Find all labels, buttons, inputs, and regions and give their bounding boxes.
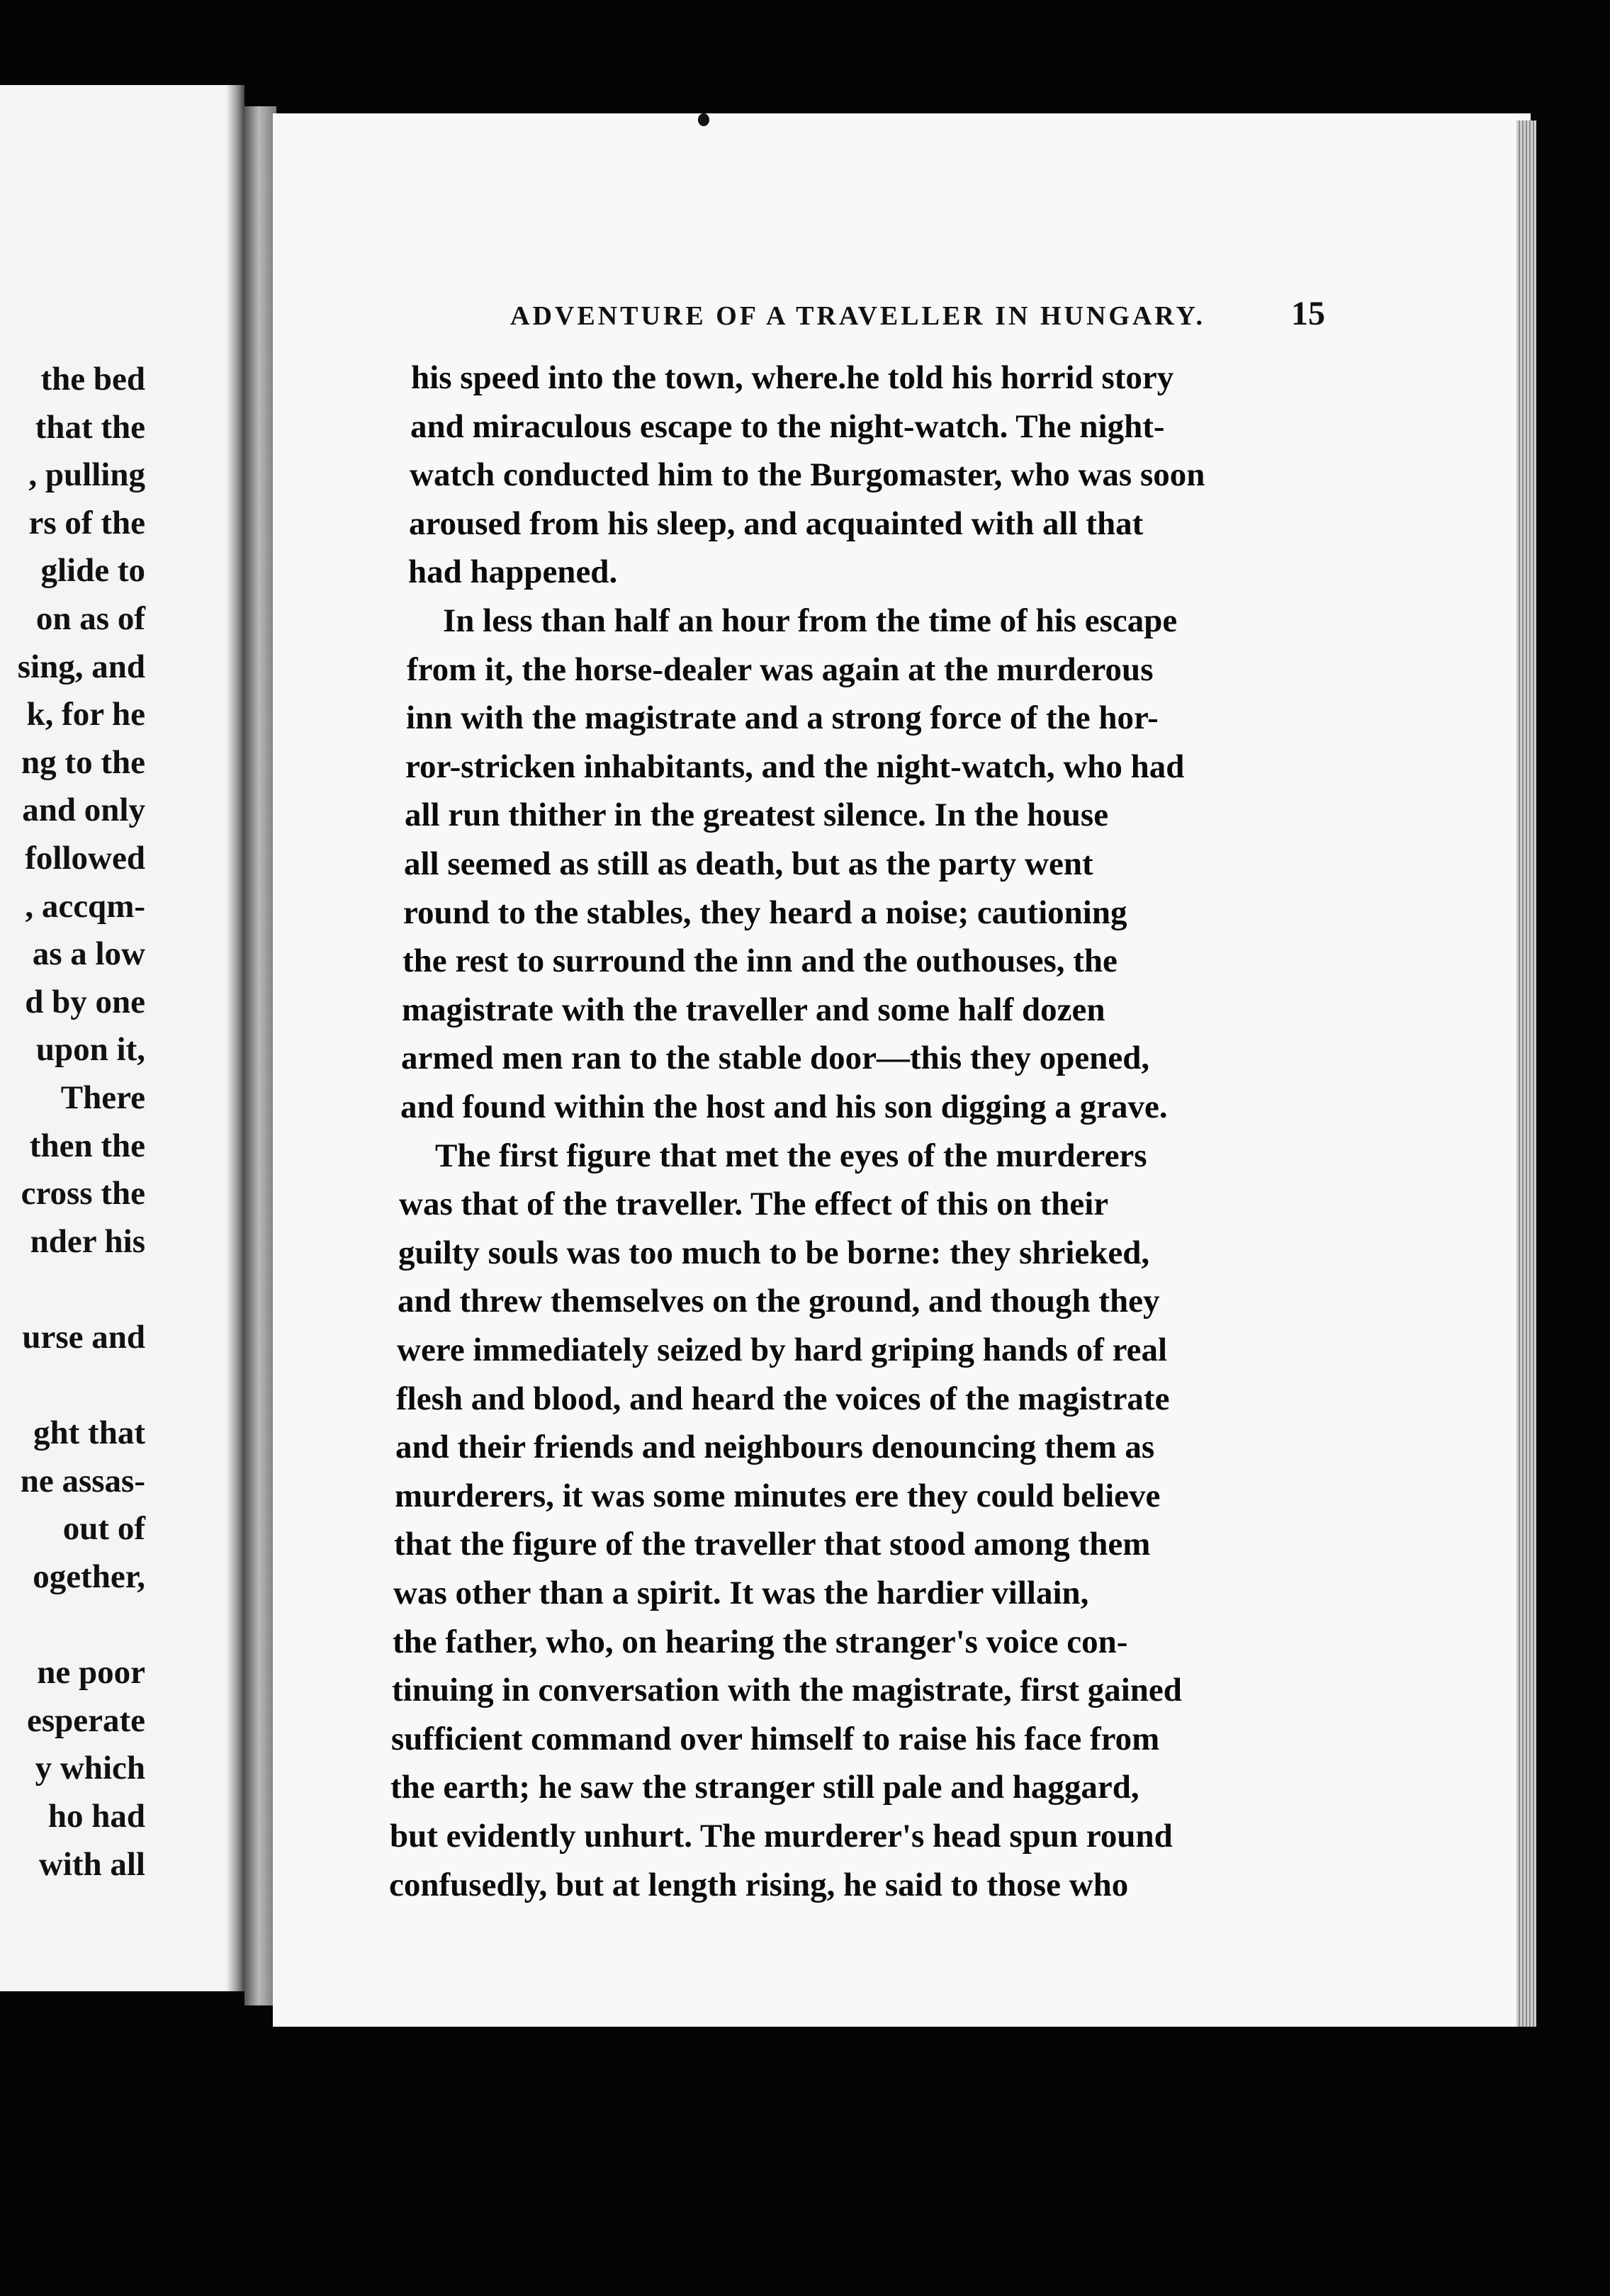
- text-line: The first figure that met the eyes of the murderers: [435, 1137, 1147, 1174]
- text-line: the rest to surround the inn and the outhouses, the: [402, 942, 1118, 980]
- text-line: In less than half an hour from the time of his escape: [443, 602, 1178, 639]
- text-line: all seemed as still as death, but as the party went: [404, 845, 1093, 882]
- left-page-line: out of: [62, 1510, 145, 1548]
- left-page-line: on as of: [35, 600, 145, 637]
- page-number: 15: [1291, 295, 1325, 332]
- left-page-line: ho had: [47, 1798, 145, 1835]
- left-page-line: k, for he: [26, 696, 145, 733]
- left-page-line: glide to: [40, 552, 145, 590]
- text-line: and found within the host and his son digging a grave.: [400, 1088, 1168, 1125]
- left-page-line: nder his: [30, 1222, 145, 1260]
- left-page-line: followed: [25, 840, 145, 877]
- text-line: the father, who, on hearing the stranger's voice con-: [393, 1623, 1128, 1660]
- left-page-line: ne assas-: [20, 1462, 145, 1499]
- text-line: and miraculous escape to the night-watch. The night-: [410, 407, 1165, 445]
- running-title: ADVENTURE OF A TRAVELLER IN HUNGARY.: [510, 301, 1205, 331]
- left-page-line: ght that: [33, 1414, 145, 1452]
- text-line: his speed into the town, where.he told his horrid story: [411, 359, 1174, 396]
- left-page-line: esperate: [26, 1701, 145, 1739]
- text-line: the earth; he saw the stranger still pale and haggard,: [390, 1769, 1139, 1806]
- text-line: was other than a spirit. It was the hardier villain,: [393, 1575, 1089, 1611]
- left-page-line: cross the: [21, 1175, 145, 1212]
- left-page-line: as a low: [32, 935, 145, 973]
- left-page-line: sing, and: [17, 648, 145, 685]
- text-line: tinuing in conversation with the magistrate, first gained: [392, 1672, 1182, 1709]
- left-page-line: upon it,: [35, 1031, 145, 1069]
- page-edge: [1516, 120, 1536, 2027]
- text-line: guilty souls was too much to be borne: they shrieked,: [398, 1234, 1150, 1271]
- left-page: [0, 85, 244, 1991]
- left-page-line: d by one: [25, 983, 145, 1020]
- gutter-shadow: [226, 85, 244, 1991]
- text-line: that the figure of the traveller that stood among them: [394, 1526, 1151, 1563]
- left-page-line: and only: [22, 792, 145, 829]
- text-line: aroused from his sleep, and acquainted with all that: [409, 505, 1144, 542]
- text-line: murderers, it was some minutes ere they could believe: [395, 1477, 1161, 1514]
- left-page-line: with all: [38, 1845, 145, 1883]
- text-line: but evidently unhurt. The murderer's head spun round: [390, 1818, 1173, 1855]
- left-page-line: that the: [35, 408, 145, 446]
- text-line: magistrate with the traveller and some half dozen: [402, 991, 1105, 1028]
- text-line: and threw themselves on the ground, and though they: [398, 1283, 1160, 1320]
- left-page-line: urse and: [22, 1319, 145, 1356]
- text-line: sufficient command over himself to raise his face from: [391, 1720, 1160, 1757]
- left-page-line: ne poor: [37, 1654, 145, 1692]
- text-line: inn with the magistrate and a strong force of the hor-: [406, 699, 1159, 737]
- text-line: flesh and blood, and heard the voices of the magistrate: [396, 1380, 1170, 1417]
- text-line: and their friends and neighbours denouncing them as: [395, 1429, 1155, 1466]
- left-page-line: , pulling: [28, 456, 145, 494]
- text-line: confusedly, but at length rising, he said to those who: [389, 1866, 1129, 1903]
- book-spine: [244, 106, 276, 2005]
- text-line: were immediately seized by hard griping hands of real: [397, 1332, 1168, 1368]
- text-line: watch conducted him to the Burgomaster, who was soon: [410, 456, 1205, 494]
- text-line: armed men ran to the stable door—this they opened,: [401, 1040, 1150, 1077]
- left-page-line: then the: [29, 1127, 145, 1164]
- text-line: round to the stables, they heard a noise; cautioning: [403, 894, 1127, 931]
- text-line: had happened.: [408, 553, 618, 591]
- left-page-line: , accqm-: [25, 887, 145, 925]
- text-line: ror-stricken inhabitants, and the night-watch, who had: [405, 748, 1185, 785]
- left-page-line: ogether,: [33, 1558, 145, 1595]
- running-head: [510, 294, 1325, 333]
- left-page-line: the bed: [40, 361, 145, 398]
- left-page-line: y which: [35, 1750, 145, 1787]
- left-page-line: There: [60, 1079, 145, 1116]
- text-line: all run thither in the greatest silence. In the house: [405, 797, 1109, 834]
- text-line: was that of the traveller. The effect of this on their: [399, 1186, 1109, 1223]
- ink-speck: [698, 113, 709, 126]
- left-page-line: rs of the: [28, 504, 145, 541]
- left-page-line: ng to the: [21, 743, 145, 781]
- text-line: from it, the horse-dealer was again at the murderous: [407, 651, 1154, 688]
